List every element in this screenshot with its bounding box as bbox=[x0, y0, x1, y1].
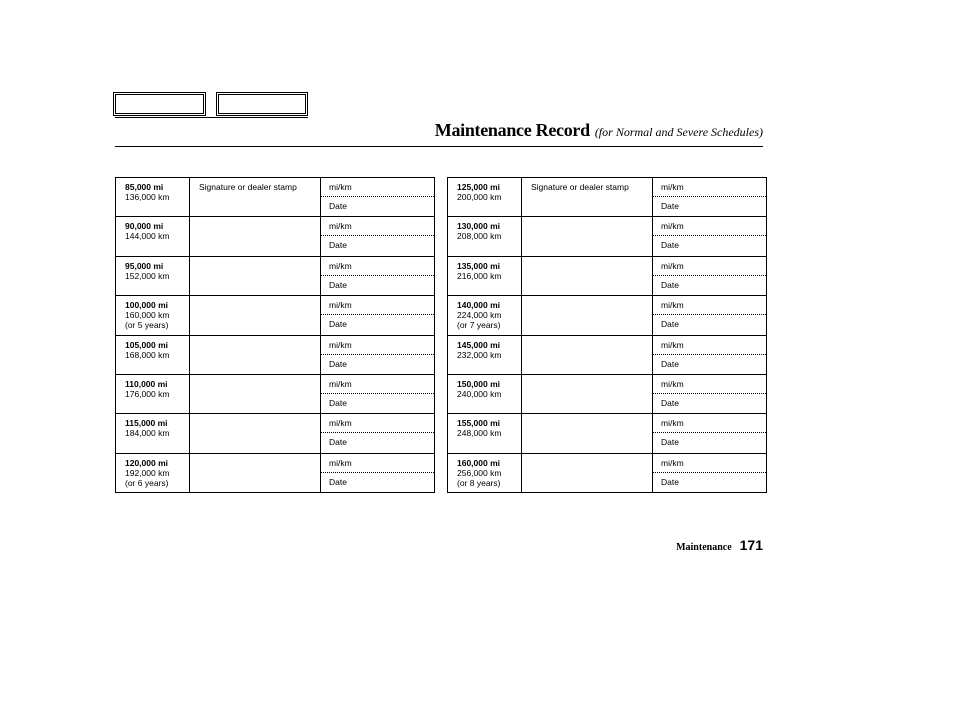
mileage-interval-cell bbox=[116, 256, 190, 295]
mileage-field[interactable] bbox=[653, 336, 766, 355]
date-label: Date bbox=[329, 279, 347, 290]
interval-miles: 100,000 mi bbox=[125, 300, 169, 311]
signature-cell[interactable] bbox=[190, 296, 321, 335]
mileage-field[interactable] bbox=[321, 217, 434, 236]
signature-cell[interactable] bbox=[522, 296, 653, 335]
interval-km: 224,000 km bbox=[457, 310, 502, 321]
mileage-interval-cell bbox=[448, 296, 522, 335]
mileage-label: mi/km bbox=[661, 221, 684, 232]
table-row bbox=[116, 178, 435, 217]
signature-cell[interactable] bbox=[190, 374, 321, 413]
mileage-label: mi/km bbox=[661, 378, 684, 389]
table-row bbox=[116, 414, 435, 453]
table-row bbox=[448, 256, 767, 295]
mileage-interval-cell bbox=[448, 414, 522, 453]
mileage-field[interactable] bbox=[653, 178, 766, 197]
signature-cell[interactable] bbox=[190, 335, 321, 374]
date-label: Date bbox=[329, 201, 347, 211]
table-row bbox=[448, 335, 767, 374]
table-row bbox=[448, 296, 767, 335]
interval-miles: 140,000 mi bbox=[457, 300, 501, 311]
mileage-label: mi/km bbox=[329, 221, 352, 232]
mileage-label: mi/km bbox=[661, 418, 684, 429]
interval-miles: 110,000 mi bbox=[125, 378, 168, 389]
interval-years: (or 7 years) bbox=[457, 320, 501, 331]
date-field[interactable] bbox=[321, 276, 434, 290]
date-field[interactable] bbox=[321, 315, 434, 329]
mileage-interval-cell bbox=[448, 335, 522, 374]
date-field[interactable] bbox=[653, 197, 766, 211]
mileage-interval-cell bbox=[448, 256, 522, 295]
page-footer bbox=[676, 537, 763, 555]
table-row bbox=[116, 256, 435, 295]
interval-miles: 145,000 mi bbox=[457, 339, 501, 350]
footer-section-name: Maintenance bbox=[676, 542, 732, 553]
table-row bbox=[116, 217, 435, 256]
table-row bbox=[448, 453, 767, 492]
mileage-field[interactable] bbox=[653, 414, 766, 433]
mileage-field[interactable] bbox=[653, 454, 766, 473]
entry-cell bbox=[653, 374, 767, 413]
table-row bbox=[448, 414, 767, 453]
interval-km: 216,000 km bbox=[457, 270, 502, 281]
date-label: Date bbox=[661, 358, 679, 369]
mileage-interval-cell bbox=[448, 374, 522, 413]
interval-years: (or 6 years) bbox=[125, 477, 169, 488]
entry-cell bbox=[321, 178, 435, 217]
date-field[interactable] bbox=[653, 394, 766, 408]
interval-miles: 150,000 mi bbox=[457, 378, 501, 389]
mileage-field[interactable] bbox=[321, 414, 434, 433]
table-row bbox=[116, 335, 435, 374]
signature-cell[interactable] bbox=[190, 178, 321, 217]
interval-years: (or 5 years) bbox=[125, 320, 169, 331]
interval-miles: 135,000 mi bbox=[457, 260, 501, 271]
interval-km: 136,000 km bbox=[125, 192, 170, 202]
signature-cell[interactable] bbox=[190, 256, 321, 295]
mileage-label: mi/km bbox=[329, 418, 352, 429]
mileage-field[interactable] bbox=[653, 296, 766, 315]
section-tab-1 bbox=[113, 92, 206, 116]
mileage-field[interactable] bbox=[321, 296, 434, 315]
mileage-interval-cell bbox=[116, 374, 190, 413]
date-field[interactable] bbox=[653, 315, 766, 329]
maintenance-table-left bbox=[115, 177, 435, 493]
interval-miles: 95,000 mi bbox=[125, 260, 164, 271]
signature-cell[interactable] bbox=[522, 453, 653, 492]
interval-km: 248,000 km bbox=[457, 428, 502, 439]
mileage-field[interactable] bbox=[321, 375, 434, 394]
entry-cell bbox=[321, 256, 435, 295]
mileage-label: mi/km bbox=[329, 300, 352, 311]
date-label: Date bbox=[329, 240, 347, 251]
entry-cell bbox=[653, 256, 767, 295]
interval-km: 152,000 km bbox=[125, 270, 170, 281]
interval-km: 160,000 km bbox=[125, 310, 170, 321]
mileage-label: mi/km bbox=[661, 457, 684, 468]
table-row bbox=[116, 296, 435, 335]
page-title bbox=[435, 120, 763, 141]
interval-miles: 130,000 mi bbox=[457, 221, 501, 232]
interval-km: 144,000 km bbox=[125, 231, 170, 242]
signature-cell[interactable] bbox=[190, 414, 321, 453]
interval-miles: 155,000 mi bbox=[457, 418, 501, 429]
date-field[interactable] bbox=[321, 355, 434, 369]
mileage-interval-cell bbox=[116, 178, 190, 217]
mileage-label: mi/km bbox=[329, 378, 352, 389]
entry-cell bbox=[321, 414, 435, 453]
mileage-label: mi/km bbox=[661, 300, 684, 311]
mileage-interval-cell bbox=[116, 296, 190, 335]
interval-km: 184,000 km bbox=[125, 428, 170, 439]
date-field[interactable] bbox=[321, 197, 434, 211]
mileage-field[interactable] bbox=[321, 454, 434, 473]
page-title-subtitle: (for Normal and Severe Schedules) bbox=[594, 125, 763, 139]
date-label: Date bbox=[329, 358, 347, 369]
interval-km: 232,000 km bbox=[457, 349, 502, 360]
entry-cell bbox=[321, 374, 435, 413]
signature-cell[interactable] bbox=[190, 217, 321, 256]
mileage-label: mi/km bbox=[661, 339, 684, 350]
mileage-interval-cell bbox=[116, 453, 190, 492]
signature-cell[interactable] bbox=[522, 414, 653, 453]
table-row bbox=[448, 374, 767, 413]
table-row bbox=[116, 374, 435, 413]
mileage-label: mi/km bbox=[329, 339, 352, 350]
interval-km: 168,000 km bbox=[125, 349, 170, 360]
entry-cell bbox=[321, 296, 435, 335]
date-field[interactable] bbox=[321, 433, 434, 447]
mileage-interval-cell bbox=[448, 217, 522, 256]
signature-cell[interactable] bbox=[190, 453, 321, 492]
entry-cell bbox=[321, 453, 435, 492]
interval-miles: 120,000 mi bbox=[125, 457, 169, 468]
table-row bbox=[448, 217, 767, 256]
interval-km: 176,000 km bbox=[125, 388, 170, 399]
mileage-interval-cell bbox=[448, 178, 522, 217]
date-label: Date bbox=[661, 437, 679, 448]
entry-cell bbox=[653, 453, 767, 492]
date-label: Date bbox=[661, 240, 679, 251]
interval-km: 192,000 km bbox=[125, 467, 170, 478]
page-number: 171 bbox=[739, 537, 763, 553]
date-label: Date bbox=[661, 319, 679, 330]
interval-km: 208,000 km bbox=[457, 231, 502, 242]
date-label: Date bbox=[661, 397, 679, 408]
interval-km: 200,000 km bbox=[457, 192, 502, 202]
section-tab-2 bbox=[216, 92, 308, 116]
entry-cell bbox=[321, 335, 435, 374]
signature-cell[interactable] bbox=[522, 256, 653, 295]
entry-cell bbox=[653, 296, 767, 335]
interval-km: 256,000 km bbox=[457, 467, 502, 478]
signature-cell[interactable] bbox=[522, 374, 653, 413]
interval-miles: 125,000 mi bbox=[457, 182, 501, 192]
interval-miles: 115,000 mi bbox=[125, 418, 168, 429]
interval-years: (or 8 years) bbox=[457, 477, 501, 488]
table-row bbox=[116, 453, 435, 492]
mileage-label: mi/km bbox=[329, 260, 352, 271]
interval-km: 240,000 km bbox=[457, 388, 502, 399]
signature-label: Signature or dealer stamp bbox=[531, 182, 629, 192]
entry-cell bbox=[321, 217, 435, 256]
mileage-field[interactable] bbox=[321, 178, 434, 197]
header-rule-short bbox=[115, 117, 308, 118]
signature-cell[interactable] bbox=[522, 335, 653, 374]
mileage-field[interactable] bbox=[321, 336, 434, 355]
interval-miles: 105,000 mi bbox=[125, 339, 169, 350]
table-row bbox=[448, 178, 767, 217]
interval-miles: 160,000 mi bbox=[457, 457, 501, 468]
mileage-interval-cell bbox=[116, 217, 190, 256]
interval-miles: 90,000 mi bbox=[125, 221, 164, 232]
entry-cell bbox=[653, 414, 767, 453]
date-field[interactable] bbox=[653, 355, 766, 369]
signature-cell[interactable] bbox=[522, 217, 653, 256]
mileage-field[interactable] bbox=[653, 217, 766, 236]
date-field[interactable] bbox=[321, 236, 434, 250]
mileage-label: mi/km bbox=[329, 182, 352, 192]
date-label: Date bbox=[329, 476, 347, 487]
maintenance-table-right bbox=[447, 177, 767, 493]
mileage-field[interactable] bbox=[653, 257, 766, 276]
page-title-main: Maintenance Record bbox=[434, 120, 590, 140]
date-label: Date bbox=[329, 319, 347, 330]
mileage-label: mi/km bbox=[661, 182, 684, 192]
entry-cell bbox=[653, 217, 767, 256]
entry-cell bbox=[653, 178, 767, 217]
mileage-interval-cell bbox=[116, 414, 190, 453]
date-field[interactable] bbox=[653, 433, 766, 447]
mileage-label: mi/km bbox=[661, 260, 684, 271]
date-field[interactable] bbox=[321, 394, 434, 408]
mileage-label: mi/km bbox=[329, 457, 352, 468]
date-label: Date bbox=[661, 476, 679, 487]
mileage-interval-cell bbox=[448, 453, 522, 492]
date-label: Date bbox=[661, 279, 679, 290]
date-field[interactable] bbox=[653, 236, 766, 250]
date-label: Date bbox=[329, 437, 347, 448]
date-label: Date bbox=[661, 201, 679, 211]
signature-cell[interactable] bbox=[522, 178, 653, 217]
title-rule bbox=[115, 146, 763, 147]
mileage-interval-cell bbox=[116, 335, 190, 374]
date-field[interactable] bbox=[653, 276, 766, 290]
date-field[interactable] bbox=[321, 473, 434, 487]
interval-miles: 85,000 mi bbox=[125, 182, 164, 192]
date-label: Date bbox=[329, 397, 347, 408]
mileage-field[interactable] bbox=[653, 375, 766, 394]
mileage-field[interactable] bbox=[321, 257, 434, 276]
signature-label: Signature or dealer stamp bbox=[199, 182, 297, 192]
entry-cell bbox=[653, 335, 767, 374]
date-field[interactable] bbox=[653, 473, 766, 487]
